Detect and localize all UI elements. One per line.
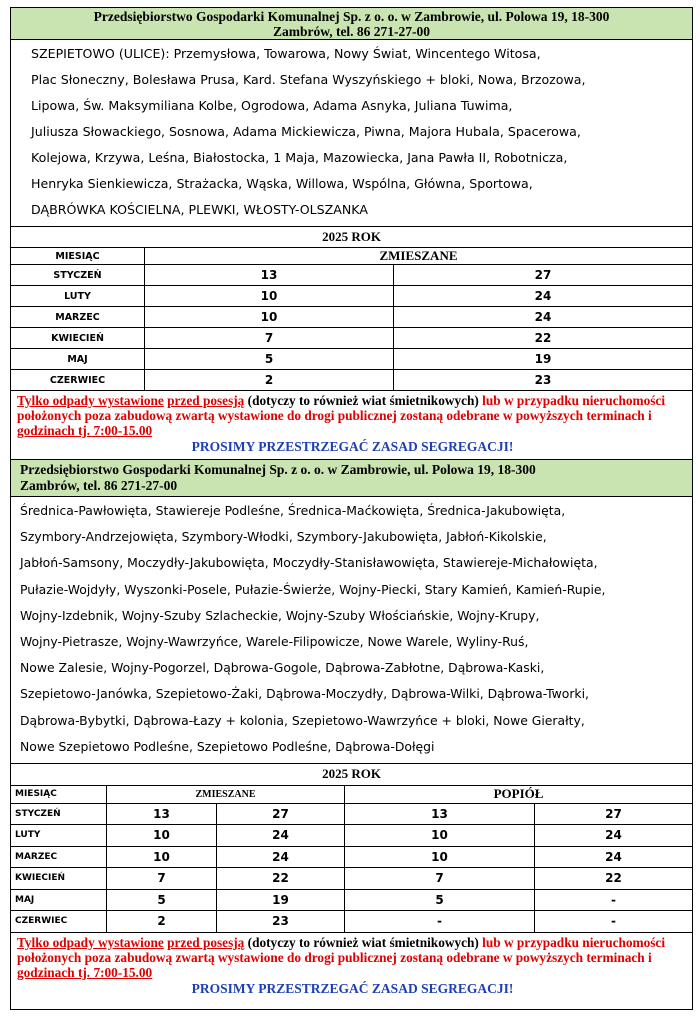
month-cell: MARZEC <box>11 846 107 868</box>
date-cell: - <box>535 889 693 911</box>
month-cell: MAJ <box>11 889 107 911</box>
month-cell: MAJ <box>11 349 145 370</box>
date-cell: - <box>345 911 535 933</box>
date-cell: - <box>535 911 693 933</box>
notice-note: (dotyczy to również wiat śmietnikowych) <box>244 393 479 408</box>
date-cell: 24 <box>217 825 345 847</box>
date-cell: 10 <box>345 825 535 847</box>
month-cell: CZERWIEC <box>11 370 145 391</box>
streets-line: Kolejowa, Krzywa, Leśna, Białostocka, 1 Maja, Mazowiecka, Jana Pawła II, Robotnicza, <box>31 150 568 165</box>
streets-line: Jabłoń-Samsony, Moczydły-Jakubowięta, Moczydły-Stanisławowięta, Stawiereje-Michałowięta, <box>20 555 598 571</box>
streets-line: Wojny-Pietrasze, Wojny-Wawrzyńce, Warele-Filipowicze, Nowe Warele, Wyliny-Ruś, <box>20 634 529 650</box>
date-cell: 10 <box>107 825 217 847</box>
mixed-column-header: ZMIESZANE <box>107 785 345 803</box>
streets-line: Wojny-Izdebnik, Wojny-Szuby Szlacheckie, Wojny-Szuby Włościańskie, Wojny-Krupy, <box>20 607 540 623</box>
date-cell: 10 <box>145 286 394 307</box>
notice-note: (dotyczy to również wiat śmietnikowych) <box>244 934 479 950</box>
month-cell: MARZEC <box>11 307 145 328</box>
date-cell: 27 <box>394 265 693 286</box>
header-line-2: Zambrów, tel. 86 271-27-00 <box>20 478 178 493</box>
month-column-header: MIESIĄC <box>11 248 145 265</box>
date-cell: 7 <box>107 868 217 890</box>
streets-line: Nowe Szepietowo Podleśne, Szepietowo Podleśne, Dąbrowa-Dołęgi <box>20 738 435 754</box>
date-cell: 27 <box>217 803 345 825</box>
date-cell: 22 <box>217 868 345 890</box>
date-cell: 5 <box>107 889 217 911</box>
table-row <box>11 911 693 933</box>
table-row <box>11 846 693 868</box>
table-row <box>11 868 693 890</box>
month-cell: STYCZEŃ <box>11 265 145 286</box>
month-cell: KWIECIEŃ <box>11 328 145 349</box>
date-cell: 10 <box>107 846 217 868</box>
date-cell: 19 <box>217 889 345 911</box>
notice-emphasis: przed posesją <box>167 934 245 950</box>
notice-text <box>17 935 688 980</box>
header-line-1: Przedsiębiorstwo Gospodarki Komunalnej Sp. z o. o. w Zambrowie, ul. Polowa 19, 18-300 <box>20 462 536 477</box>
segregation-plea: PROSIMY PRZESTRZEGAĆ ZASAD SEGREGACJI! <box>191 439 514 454</box>
notice-emphasis: Tylko odpady wystawione <box>17 934 164 950</box>
date-cell: 5 <box>345 889 535 911</box>
date-cell: 24 <box>535 825 693 847</box>
schedule-table-2 <box>10 764 693 933</box>
collection-notice-2 <box>10 933 693 1010</box>
streets-line: Nowe Zalesie, Wojny-Pogorzel, Dąbrowa-Gogole, Dąbrowa-Zabłotne, Dąbrowa-Kaski, <box>20 660 545 676</box>
streets-line: Pułazie-Wojdyły, Wyszonki-Posele, Pułazie-Świerże, Wojny-Piecki, Stary Kamień, Kamień-Rupie, <box>20 581 606 597</box>
streets-line: Henryka Sienkiewicza, Strażacka, Wąska, Willowa, Wspólna, Główna, Sportowa, <box>31 176 533 191</box>
date-cell: 23 <box>217 911 345 933</box>
date-cell: 23 <box>394 370 693 391</box>
collection-notice-1 <box>10 391 693 460</box>
date-cell: 13 <box>345 803 535 825</box>
company-header-2 <box>10 460 693 497</box>
month-cell: LUTY <box>11 286 145 307</box>
month-column-header: MIESIĄC <box>11 785 107 803</box>
notice-hours: godzinach tj. 7:00-15.00 <box>17 964 153 980</box>
notice-emphasis: Tylko odpady wystawione <box>17 393 164 408</box>
date-cell: 7 <box>145 328 394 349</box>
month-cell: STYCZEŃ <box>11 803 107 825</box>
date-cell: 10 <box>345 846 535 868</box>
date-cell: 24 <box>217 846 345 868</box>
date-cell: 5 <box>145 349 394 370</box>
date-cell: 2 <box>145 370 394 391</box>
table-row <box>11 265 693 286</box>
notice-join: i <box>644 408 652 423</box>
date-cell: 24 <box>394 286 693 307</box>
notice-body: lub w przypadku nieruchomości położonych poza zabudową zwartą wystawione do drogi publicznej zostaną odebrane w powyższych terminach <box>17 393 666 423</box>
ash-column-header: POPIÓŁ <box>345 785 693 803</box>
streets-line: Szymbory-Andrzejowięta, Szymbory-Włodki, Szymbory-Jakubowięta, Jabłoń-Kikolskie, <box>20 529 547 545</box>
streets-line: Juliusza Słowackiego, Sosnowa, Adama Mickiewicza, Piwna, Majora Hubala, Spacerowa, <box>31 124 581 139</box>
year-label: 2025 ROK <box>11 227 693 248</box>
date-cell: 13 <box>107 803 217 825</box>
date-cell: 27 <box>535 803 693 825</box>
streets-list-1 <box>10 40 693 227</box>
date-cell: 7 <box>345 868 535 890</box>
streets-line: Dąbrowa-Bybytki, Dąbrowa-Łazy + kolonia, Szepietowo-Wawrzyńce + bloki, Nowe Gierałty, <box>20 712 585 728</box>
table-row <box>11 307 693 328</box>
header-line-1: Przedsiębiorstwo Gospodarki Komunalnej Sp. z o. o. w Zambrowie, ul. Polowa 19, 18-300 <box>93 9 610 24</box>
notice-hours: godzinach tj. 7:00-15.00 <box>17 423 153 438</box>
table-row <box>11 328 693 349</box>
segregation-plea: PROSIMY PRZESTRZEGAĆ ZASAD SEGREGACJI! <box>191 980 514 996</box>
table-row <box>11 889 693 911</box>
schedule-table-1 <box>10 227 693 391</box>
table-row <box>11 370 693 391</box>
date-cell: 2 <box>107 911 217 933</box>
company-header-1 <box>10 7 693 40</box>
month-cell: KWIECIEŃ <box>11 868 107 890</box>
date-cell: 10 <box>145 307 394 328</box>
table-row <box>11 803 693 825</box>
notice-text <box>17 393 688 438</box>
streets-line: DĄBRÓWKA KOŚCIELNA, PLEWKI, WŁOSTY-OLSZANKA <box>31 202 368 217</box>
date-cell: 24 <box>535 846 693 868</box>
streets-line: Plac Słoneczny, Bolesława Prusa, Kard. Stefana Wyszyńskiego + bloki, Nowa, Brzozowa, <box>31 72 586 87</box>
year-label: 2025 ROK <box>11 764 693 785</box>
schedule-document <box>10 7 693 1010</box>
date-cell: 22 <box>394 328 693 349</box>
streets-line: SZEPIETOWO (ULICE): Przemysłowa, Towarowa, Nowy Świat, Wincentego Witosa, <box>31 46 541 61</box>
date-cell: 24 <box>394 307 693 328</box>
streets-list-2 <box>10 497 693 764</box>
table-row <box>11 349 693 370</box>
date-cell: 13 <box>145 265 394 286</box>
month-cell: CZERWIEC <box>11 911 107 933</box>
date-cell: 19 <box>394 349 693 370</box>
date-cell: 22 <box>535 868 693 890</box>
month-cell: LUTY <box>11 825 107 847</box>
streets-line: Szepietowo-Janówka, Szepietowo-Żaki, Dąbrowa-Moczydły, Dąbrowa-Wilki, Dąbrowa-Tworki, <box>20 686 589 702</box>
notice-emphasis: przed posesją <box>167 393 245 408</box>
streets-line: Lipowa, Św. Maksymiliana Kolbe, Ogrodowa, Adama Asnyka, Juliana Tuwima, <box>31 98 513 113</box>
mixed-column-header: ZMIESZANE <box>145 248 693 265</box>
streets-line: Średnica-Pawłowięta, Stawiereje Podleśne, Średnica-Maćkowięta, Średnica-Jakubowięta, <box>20 503 566 518</box>
notice-body: lub w przypadku nieruchomości położonych poza zabudową zwartą wystawione do drogi publicznej zostaną odebrane w powyższych terminach <box>17 934 666 965</box>
notice-join: i <box>644 949 652 965</box>
header-line-2: Zambrów, tel. 86 271-27-00 <box>272 24 431 39</box>
table-row <box>11 825 693 847</box>
table-row <box>11 286 693 307</box>
